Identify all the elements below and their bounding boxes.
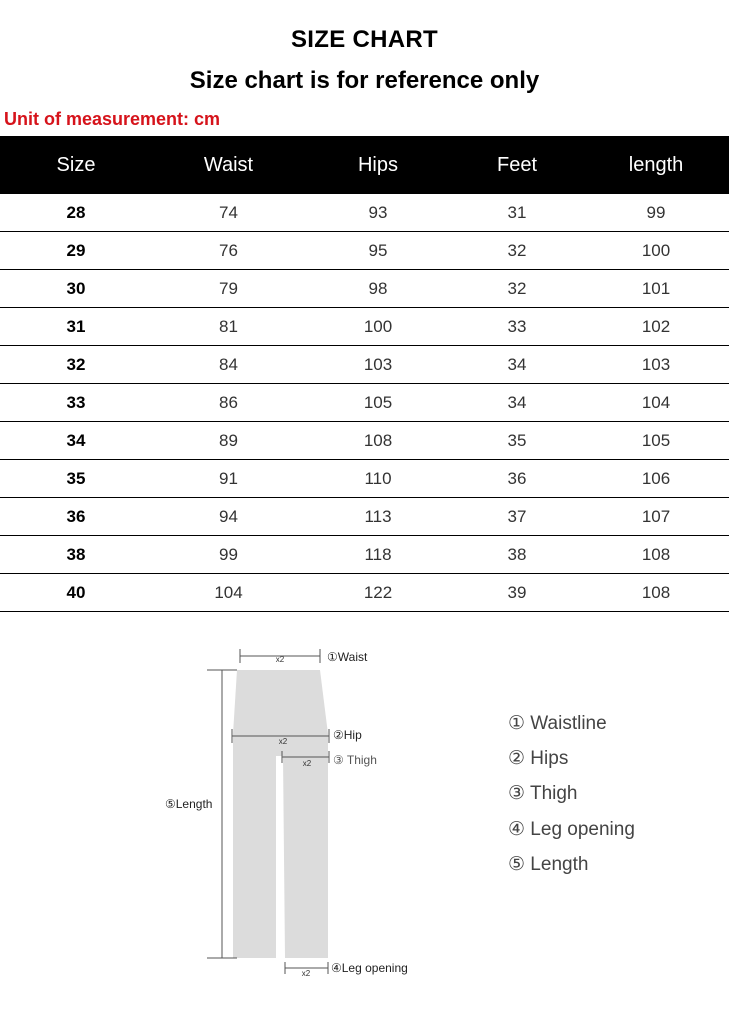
size-cell: 29 — [0, 232, 152, 270]
hips-cell: 108 — [305, 422, 451, 460]
legend-hips: ② Hips — [508, 748, 569, 770]
legend-length: ⑤ Length — [508, 853, 589, 875]
leg-multiplier: x2 — [301, 969, 311, 978]
table-header-row — [0, 136, 729, 194]
feet-cell: 32 — [451, 232, 583, 270]
length-cell: 108 — [583, 536, 729, 574]
header-size: Size — [0, 136, 152, 194]
waist-cell: 84 — [152, 346, 305, 384]
hips-cell: 98 — [305, 270, 451, 308]
table-row — [0, 346, 729, 384]
feet-cell: 35 — [451, 422, 583, 460]
table-row — [0, 574, 729, 612]
length-cell: 100 — [583, 232, 729, 270]
length-cell: 102 — [583, 308, 729, 346]
feet-cell: 32 — [451, 270, 583, 308]
size-cell: 40 — [0, 574, 152, 612]
feet-cell: 34 — [451, 384, 583, 422]
page-subtitle: Size chart is for reference only — [189, 67, 540, 94]
waist-cell: 91 — [152, 460, 305, 498]
length-cell: 101 — [583, 270, 729, 308]
header-length: length — [583, 136, 729, 194]
hips-cell: 103 — [305, 346, 451, 384]
size-cell: 30 — [0, 270, 152, 308]
unit-note: Unit of measurement: cm — [4, 109, 221, 129]
waist-cell: 99 — [152, 536, 305, 574]
waist-cell: 89 — [152, 422, 305, 460]
thigh-label: ③ Thigh — [333, 753, 377, 767]
size-cell: 32 — [0, 346, 152, 384]
pants-shape — [233, 670, 328, 958]
legend-thigh: ③ Thigh — [508, 783, 578, 805]
feet-cell: 38 — [451, 536, 583, 574]
hips-cell: 110 — [305, 460, 451, 498]
waist-cell: 79 — [152, 270, 305, 308]
hips-cell: 113 — [305, 498, 451, 536]
length-cell: 99 — [583, 194, 729, 232]
table-row — [0, 498, 729, 536]
length-cell: 106 — [583, 460, 729, 498]
length-cell: 105 — [583, 422, 729, 460]
waist-multiplier: x2 — [275, 655, 285, 664]
feet-cell: 33 — [451, 308, 583, 346]
length-label: ⑤Length — [165, 797, 213, 811]
table-row — [0, 384, 729, 422]
table-row — [0, 232, 729, 270]
table-row — [0, 270, 729, 308]
measurement-legend — [508, 712, 635, 888]
hips-cell: 118 — [305, 536, 451, 574]
hips-cell: 93 — [305, 194, 451, 232]
size-cell: 28 — [0, 194, 152, 232]
header-waist: Waist — [152, 136, 305, 194]
size-cell: 33 — [0, 384, 152, 422]
size-cell: 34 — [0, 422, 152, 460]
table-row — [0, 536, 729, 574]
size-cell: 36 — [0, 498, 152, 536]
length-cell: 108 — [583, 574, 729, 612]
waist-label: ①Waist — [327, 650, 368, 664]
table-row — [0, 422, 729, 460]
page-title: SIZE CHART — [291, 26, 438, 53]
waist-cell: 86 — [152, 384, 305, 422]
size-cell: 31 — [0, 308, 152, 346]
waist-cell: 76 — [152, 232, 305, 270]
hips-cell: 100 — [305, 308, 451, 346]
size-cell: 35 — [0, 460, 152, 498]
legend-waistline: ① Waistline — [508, 713, 607, 734]
length-cell: 103 — [583, 346, 729, 384]
legend-leg-opening: ④ Leg opening — [508, 818, 635, 840]
table-row — [0, 460, 729, 498]
hip-label: ②Hip — [333, 728, 362, 742]
thigh-multiplier: x2 — [302, 759, 312, 768]
header-feet: Feet — [451, 136, 583, 194]
feet-cell: 34 — [451, 346, 583, 384]
feet-cell: 31 — [451, 194, 583, 232]
waist-cell: 74 — [152, 194, 305, 232]
length-cell: 104 — [583, 384, 729, 422]
hips-cell: 105 — [305, 384, 451, 422]
measurement-diagram — [0, 630, 729, 1009]
table-body — [0, 194, 729, 612]
hips-cell: 95 — [305, 232, 451, 270]
waist-cell: 104 — [152, 574, 305, 612]
hip-multiplier: x2 — [278, 737, 288, 746]
waist-cell: 94 — [152, 498, 305, 536]
waist-cell: 81 — [152, 308, 305, 346]
size-cell: 38 — [0, 536, 152, 574]
length-cell: 107 — [583, 498, 729, 536]
size-table — [0, 136, 729, 612]
feet-cell: 36 — [451, 460, 583, 498]
table-row — [0, 194, 729, 232]
table-row — [0, 308, 729, 346]
header-hips: Hips — [305, 136, 451, 194]
hips-cell: 122 — [305, 574, 451, 612]
feet-cell: 37 — [451, 498, 583, 536]
leg-opening-label: ④Leg opening — [331, 961, 408, 975]
feet-cell: 39 — [451, 574, 583, 612]
length-measure — [207, 670, 237, 958]
